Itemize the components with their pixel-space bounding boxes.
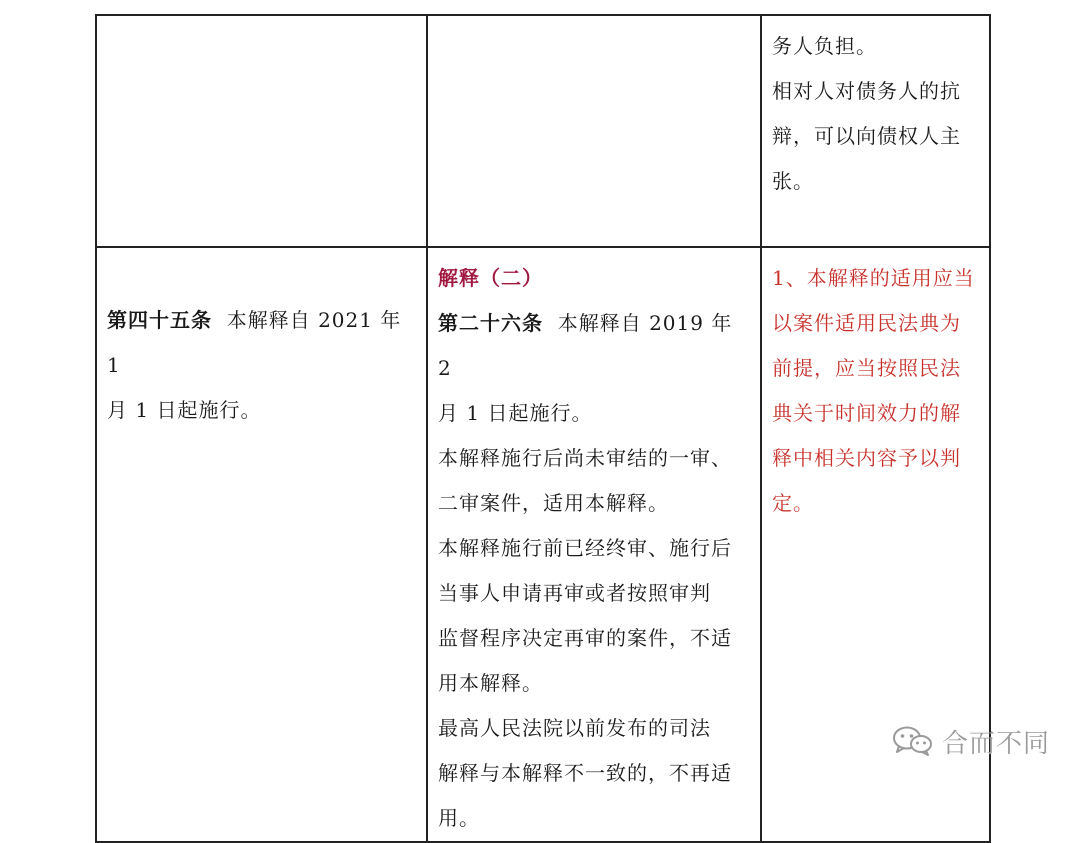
- note-line: 1、本解释的适用应当: [772, 266, 975, 290]
- row1-col3-cell: [761, 15, 990, 247]
- text-line: 本解释施行后尚未审结的一审、: [438, 446, 732, 470]
- text-line: 监督程序决定再审的案件，不适: [438, 626, 732, 650]
- text-line: [107, 298, 416, 388]
- note-line: 前提，应当按照民法: [772, 356, 961, 380]
- note-line: 定。: [772, 491, 814, 515]
- note-line: 典关于时间效力的解: [772, 401, 961, 425]
- article-number: 第四十五条: [107, 308, 212, 332]
- text-line: 本解释施行前已经终审、施行后: [438, 536, 732, 560]
- article-text: 本解释自 2021 年 1: [107, 308, 402, 377]
- text-line: 辩，可以向债权人主: [772, 124, 961, 148]
- row2-col2-cell: [427, 247, 761, 842]
- table-row: [96, 247, 990, 842]
- text-line: 务人负担。: [772, 34, 877, 58]
- text-line: [438, 301, 750, 391]
- table-row: [96, 15, 990, 247]
- note-line: 释中相关内容予以判: [772, 446, 961, 470]
- watermark-text: 合而不同: [942, 728, 1051, 759]
- section-heading: 解释（二）: [438, 266, 543, 290]
- text-line: 相对人对债务人的抗: [772, 79, 961, 103]
- text-line: 最高人民法院以前发布的司法: [438, 716, 711, 740]
- text-line: 解释与本解释不一致的，不再适: [438, 761, 732, 785]
- text-line: 用。: [438, 806, 480, 830]
- text-line: 张。: [772, 169, 814, 193]
- watermark: [892, 724, 1050, 758]
- row1-col2-cell: [427, 15, 761, 247]
- text-line: 月 1 日起施行。: [438, 401, 593, 425]
- article-number: 第二十六条: [438, 311, 543, 335]
- row2-col1-cell: [96, 247, 427, 842]
- row1-col1-cell: [96, 15, 427, 247]
- comparison-table: [95, 14, 991, 843]
- text-line: 用本解释。: [438, 671, 543, 695]
- text-line: 二审案件，适用本解释。: [438, 491, 669, 515]
- article-text: 本解释自 2019 年 2: [438, 311, 733, 380]
- wechat-icon: [892, 725, 934, 757]
- text-line: 月 1 日起施行。: [107, 398, 262, 422]
- note-line: 以案件适用民法典为: [772, 311, 961, 335]
- text-line: 当事人申请再审或者按照审判: [438, 581, 711, 605]
